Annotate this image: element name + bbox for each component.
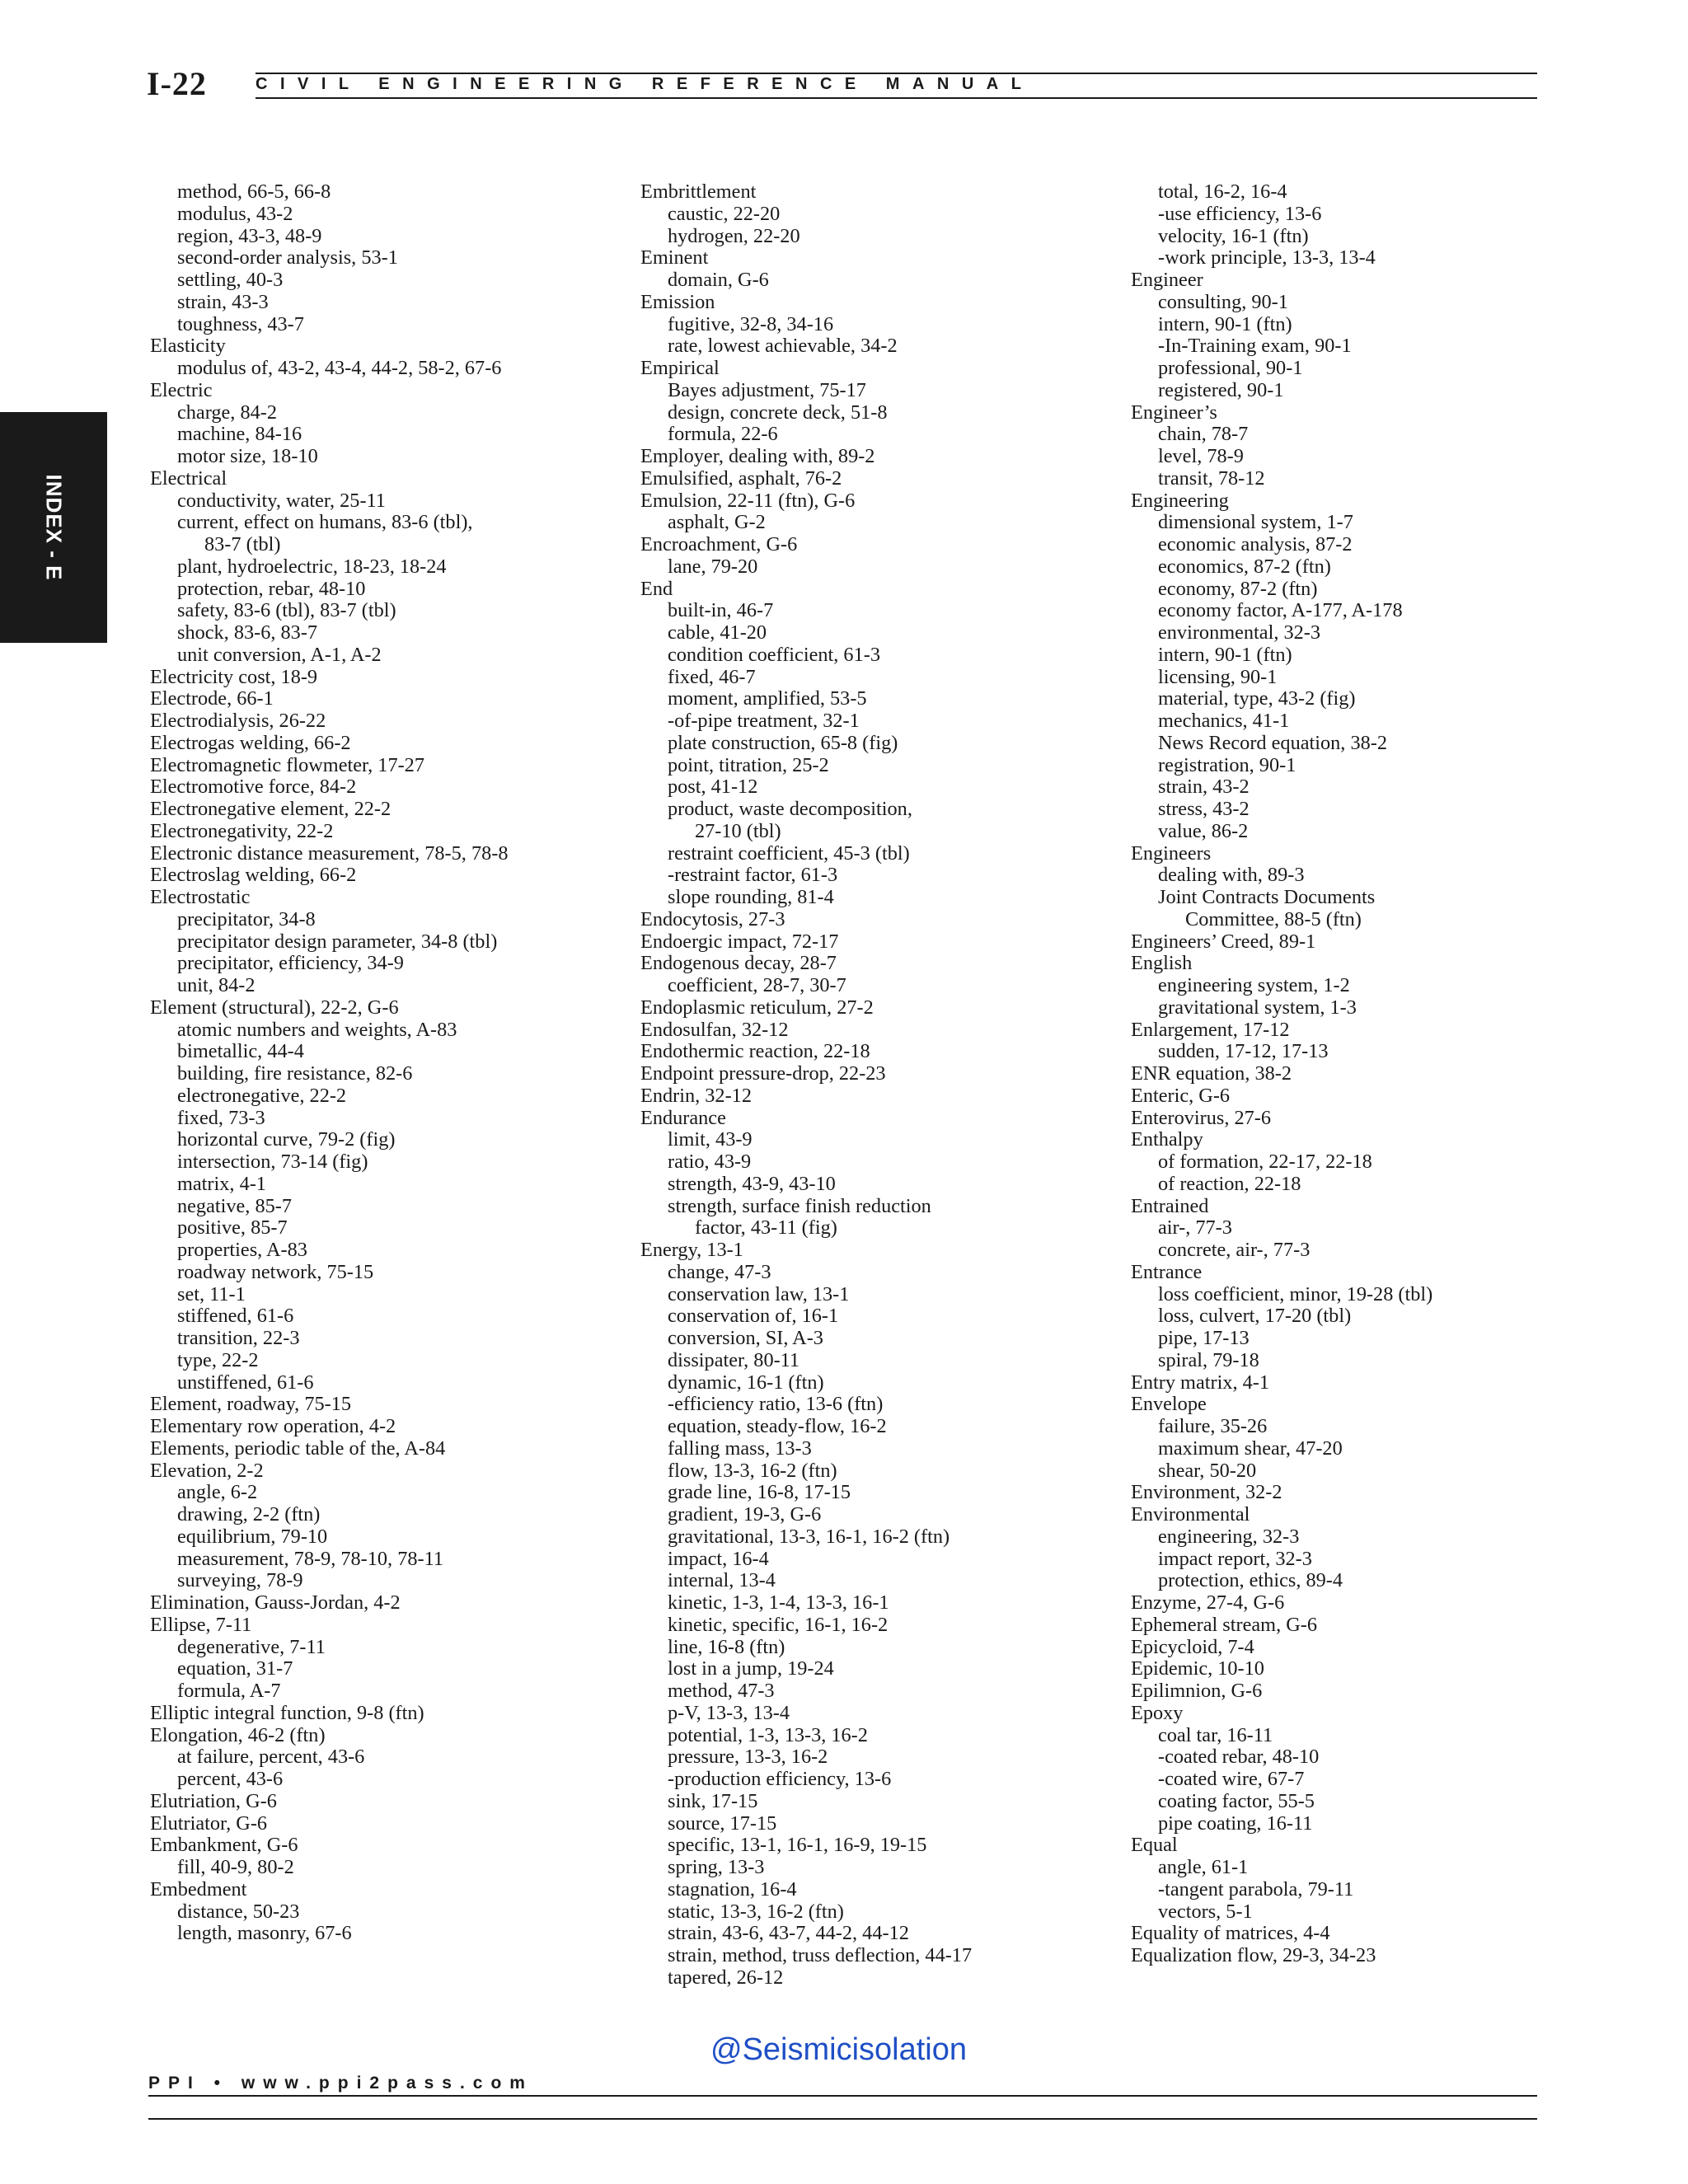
index-entry: Engineering: [1131, 489, 1229, 512]
index-subentry: stiffened, 61-6: [177, 1305, 294, 1328]
index-subentry: 83-7 (tbl): [204, 533, 281, 555]
index-subentry: sudden, 17-12, 17-13: [1158, 1040, 1329, 1063]
index-entry: Electronic distance measurement, 78-5, 78-8: [150, 841, 509, 865]
index-entry: Elasticity: [150, 335, 226, 358]
index-entry: Endoergic impact, 72-17: [640, 930, 839, 953]
index-subentry: unit conversion, A-1, A-2: [177, 643, 382, 666]
header-rule-top: [256, 73, 1537, 74]
index-subentry: level, 78-9: [1158, 445, 1244, 467]
index-subentry: Joint Contracts Documents: [1158, 886, 1376, 908]
index-entry: Electrogas welding, 66-2: [150, 731, 351, 754]
index-subentry: stress, 43-2: [1158, 798, 1250, 820]
index-subentry: type, 22-2: [177, 1348, 259, 1371]
index-subentry: ratio, 43-9: [668, 1151, 752, 1173]
index-entry: Engineers’ Creed, 89-1: [1131, 930, 1316, 953]
index-entry: Electromotive force, 84-2: [150, 776, 357, 799]
index-subentry: impact, 16-4: [668, 1547, 769, 1570]
index-subentry: stagnation, 16-4: [668, 1877, 797, 1900]
index-subentry: set, 11-1: [177, 1282, 246, 1305]
index-subentry: intern, 90-1 (ftn): [1158, 312, 1292, 335]
index-subentry: conservation of, 16-1: [668, 1305, 839, 1328]
index-entry: Epilimnion, G-6: [1131, 1680, 1263, 1702]
index-subentry: atomic numbers and weights, A-83: [177, 1018, 457, 1041]
index-subentry: post, 41-12: [668, 776, 758, 799]
index-subentry: plate construction, 65-8 (fig): [668, 731, 898, 754]
index-entry: Element, roadway, 75-15: [150, 1393, 352, 1416]
index-entry: Employer, dealing with, 89-2: [640, 445, 875, 467]
index-entry: Envelope: [1131, 1393, 1207, 1416]
index-subentry: coating factor, 55-5: [1158, 1789, 1315, 1812]
index-subentry: electronegative, 22-2: [177, 1084, 347, 1107]
index-subentry: positive, 85-7: [177, 1216, 288, 1240]
index-entry: Enterovirus, 27-6: [1131, 1106, 1272, 1129]
index-subentry: loss, culvert, 17-20 (tbl): [1158, 1305, 1352, 1328]
index-subentry: lost in a jump, 19-24: [668, 1657, 834, 1680]
index-entry: Elimination, Gauss-Jordan, 4-2: [150, 1591, 401, 1614]
index-subentry: -coated rebar, 48-10: [1158, 1746, 1320, 1769]
index-subentry: pressure, 13-3, 16-2: [668, 1746, 828, 1769]
index-entry: Electrostatic: [150, 886, 251, 908]
index-entry: Emission: [640, 290, 715, 313]
index-subentry: drawing, 2-2 (ftn): [177, 1503, 321, 1526]
index-subentry: product, waste decomposition,: [668, 798, 912, 820]
index-subentry: dealing with, 89-3: [1158, 864, 1305, 887]
index-subentry: modulus, 43-2: [177, 202, 293, 225]
index-subentry: motor size, 18-10: [177, 445, 318, 467]
index-subentry: rate, lowest achievable, 34-2: [668, 335, 898, 358]
index-entry: Embrittlement: [640, 180, 757, 203]
index-subentry: roadway network, 75-15: [177, 1260, 374, 1283]
index-subentry: settling, 40-3: [177, 269, 284, 291]
index-entry: Enzyme, 27-4, G-6: [1131, 1591, 1285, 1614]
index-subentry: building, fire resistance, 82-6: [177, 1062, 413, 1085]
index-subentry: -tangent parabola, 79-11: [1158, 1877, 1354, 1900]
index-subentry: negative, 85-7: [177, 1194, 292, 1217]
index-subentry: unit, 84-2: [177, 974, 256, 996]
index-entry: Eminent: [640, 246, 709, 269]
index-subentry: coefficient, 28-7, 30-7: [668, 974, 846, 996]
index-subentry: condition coefficient, 61-3: [668, 643, 880, 666]
index-entry: Environment, 32-2: [1131, 1481, 1282, 1504]
index-subentry: charge, 84-2: [177, 401, 277, 424]
index-subentry: limit, 43-9: [668, 1128, 753, 1151]
index-side-tab: [0, 412, 107, 643]
index-subentry: mechanics, 41-1: [1158, 710, 1290, 732]
index-entry: Engineers: [1131, 841, 1212, 865]
index-subentry: strain, 43-6, 43-7, 44-2, 44-12: [668, 1922, 909, 1945]
index-entry: Enlargement, 17-12: [1131, 1018, 1290, 1041]
index-entry: Equal: [1131, 1834, 1178, 1857]
index-entry: End: [640, 577, 673, 600]
index-entry: Empirical: [640, 357, 720, 379]
index-entry: Electrode, 66-1: [150, 687, 274, 710]
index-subentry: conversion, SI, A-3: [668, 1327, 823, 1349]
index-subentry: gradient, 19-3, G-6: [668, 1503, 822, 1526]
index-subentry: asphalt, G-2: [668, 511, 766, 534]
index-subentry: -efficiency ratio, 13-6 (ftn): [668, 1393, 884, 1416]
index-entry: Emulsion, 22-11 (ftn), G-6: [640, 489, 856, 512]
index-subentry: of reaction, 22-18: [1158, 1172, 1301, 1195]
running-title: CIVIL ENGINEERING REFERENCE MANUAL: [256, 75, 1034, 93]
index-entry: Encroachment, G-6: [640, 533, 798, 555]
footer-rule-top: [148, 2095, 1537, 2097]
index-subentry: fixed, 73-3: [177, 1106, 265, 1129]
index-subentry: pipe coating, 16-11: [1158, 1811, 1313, 1835]
index-column-3: [1131, 181, 1432, 1967]
index-subentry: transition, 22-3: [177, 1327, 300, 1349]
index-subentry: region, 43-3, 48-9: [177, 224, 322, 247]
index-subentry: of formation, 22-17, 22-18: [1158, 1151, 1372, 1173]
index-entry: Engineer: [1131, 269, 1203, 291]
index-subentry: precipitator design parameter, 34-8 (tbl): [177, 930, 498, 953]
index-subentry: internal, 13-4: [668, 1569, 776, 1592]
index-entry: Ephemeral stream, G-6: [1131, 1613, 1318, 1636]
index-entry: Embankment, G-6: [150, 1834, 298, 1857]
index-entry: Epicycloid, 7-4: [1131, 1635, 1254, 1658]
index-subentry: slope rounding, 81-4: [668, 886, 834, 908]
index-subentry: method, 47-3: [668, 1680, 775, 1702]
index-subentry: formula, A-7: [177, 1680, 281, 1702]
index-entry: Endurance: [640, 1106, 726, 1129]
index-subentry: -of-pipe treatment, 32-1: [668, 710, 860, 732]
index-subentry: -coated wire, 67-7: [1158, 1768, 1305, 1790]
index-subentry: degenerative, 7-11: [177, 1635, 326, 1658]
index-subentry: pipe, 17-13: [1158, 1327, 1250, 1349]
index-entry: Environmental: [1131, 1503, 1250, 1526]
index-subentry: grade line, 16-8, 17-15: [668, 1481, 851, 1504]
index-subentry: angle, 61-1: [1158, 1856, 1249, 1878]
index-entry: Epidemic, 10-10: [1131, 1657, 1264, 1680]
index-entry: Enthalpy: [1131, 1128, 1203, 1151]
index-subentry: fugitive, 32-8, 34-16: [668, 312, 834, 335]
index-column-1: [150, 181, 509, 1945]
index-entry: Enteric, G-6: [1131, 1084, 1231, 1107]
index-subentry: moment, amplified, 53-5: [668, 687, 867, 710]
index-entry: Elementary row operation, 4-2: [150, 1415, 396, 1437]
index-entry: Element (structural), 22-2, G-6: [150, 996, 399, 1019]
index-subentry: total, 16-2, 16-4: [1158, 180, 1287, 203]
index-subentry: machine, 84-16: [177, 423, 302, 446]
index-subentry: air-, 77-3: [1158, 1216, 1232, 1240]
index-subentry: horizontal curve, 79-2 (fig): [177, 1128, 396, 1151]
index-entry: Ellipse, 7-11: [150, 1613, 252, 1636]
index-subentry: length, masonry, 67-6: [177, 1922, 352, 1945]
index-subentry: measurement, 78-9, 78-10, 78-11: [177, 1547, 443, 1570]
index-subentry: design, concrete deck, 51-8: [668, 401, 888, 424]
index-subentry: economy factor, A-177, A-178: [1158, 599, 1403, 622]
index-entry: Endogenous decay, 28-7: [640, 952, 837, 975]
index-entry: Engineer’s: [1131, 401, 1217, 424]
index-subentry: line, 16-8 (ftn): [668, 1635, 785, 1658]
index-subentry: News Record equation, 38-2: [1158, 731, 1387, 754]
index-subentry: licensing, 90-1: [1158, 665, 1278, 688]
index-subentry: falling mass, 13-3: [668, 1436, 812, 1460]
index-subentry: distance, 50-23: [177, 1900, 300, 1923]
index-subentry: cable, 41-20: [668, 621, 767, 644]
index-subentry: unstiffened, 61-6: [177, 1371, 314, 1394]
index-subentry: consulting, 90-1: [1158, 290, 1288, 313]
index-subentry: formula, 22-6: [668, 423, 778, 446]
index-subentry: gravitational system, 1-3: [1158, 996, 1357, 1019]
index-subentry: engineering, 32-3: [1158, 1525, 1300, 1548]
index-entry: Endpoint pressure-drop, 22-23: [640, 1062, 886, 1085]
index-subentry: toughness, 43-7: [177, 312, 304, 335]
header-rule-bottom: [256, 97, 1537, 99]
index-subentry: safety, 83-6 (tbl), 83-7 (tbl): [177, 599, 396, 622]
index-subentry: matrix, 4-1: [177, 1172, 266, 1195]
index-entry: Endosulfan, 32-12: [640, 1018, 789, 1041]
index-entry: Energy, 13-1: [640, 1239, 743, 1261]
index-entry: Emulsified, asphalt, 76-2: [640, 466, 842, 490]
index-subentry: lane, 79-20: [668, 555, 758, 578]
index-entry: Embedment: [150, 1877, 247, 1900]
index-subentry: change, 47-3: [668, 1260, 771, 1283]
index-subentry: strength, surface finish reduction: [668, 1194, 931, 1217]
index-subentry: percent, 43-6: [177, 1768, 284, 1790]
index-entry: Endothermic reaction, 22-18: [640, 1040, 870, 1063]
index-subentry: spring, 13-3: [668, 1856, 765, 1878]
index-subentry: value, 86-2: [1158, 819, 1249, 842]
index-entry: Equalization flow, 29-3, 34-23: [1131, 1944, 1376, 1966]
index-entry: Electronegative element, 22-2: [150, 798, 392, 820]
index-entry: Elongation, 46-2 (ftn): [150, 1723, 326, 1746]
index-subentry: restraint coefficient, 45-3 (tbl): [668, 841, 910, 865]
index-subentry: velocity, 16-1 (ftn): [1158, 224, 1309, 247]
index-subentry: economy, 87-2 (ftn): [1158, 577, 1318, 600]
index-subentry: -production efficiency, 13-6: [668, 1768, 892, 1790]
index-subentry: surveying, 78-9: [177, 1569, 303, 1592]
index-subentry: sink, 17-15: [668, 1789, 758, 1812]
watermark-text: @Seismicisolation: [710, 2032, 968, 2067]
index-subentry: p-V, 13-3, 13-4: [668, 1701, 790, 1724]
index-subentry: dynamic, 16-1 (ftn): [668, 1371, 824, 1394]
index-subentry: coal tar, 16-11: [1158, 1723, 1273, 1746]
index-subentry: dimensional system, 1-7: [1158, 511, 1353, 534]
index-subentry: -work principle, 13-3, 13-4: [1158, 246, 1376, 269]
index-subentry: bimetallic, 44-4: [177, 1040, 304, 1063]
index-subentry: modulus of, 43-2, 43-4, 44-2, 58-2, 67-6: [177, 357, 502, 379]
index-subentry: plant, hydroelectric, 18-23, 18-24: [177, 555, 447, 578]
index-subentry: equilibrium, 79-10: [177, 1525, 328, 1548]
footer-rule-bottom: [148, 2118, 1537, 2120]
index-subentry: source, 17-15: [668, 1811, 777, 1835]
index-subentry: failure, 35-26: [1158, 1415, 1268, 1437]
index-entry: Electrodialysis, 26-22: [150, 710, 326, 732]
index-subentry: registration, 90-1: [1158, 753, 1296, 776]
index-entry: Elliptic integral function, 9-8 (ftn): [150, 1701, 424, 1724]
index-entry: Entry matrix, 4-1: [1131, 1371, 1270, 1394]
index-entry: Electric: [150, 378, 213, 401]
index-subentry: built-in, 46-7: [668, 599, 774, 622]
index-subentry: maximum shear, 47-20: [1158, 1436, 1343, 1460]
index-entry: Entrained: [1131, 1194, 1209, 1217]
index-subentry: Committee, 88-5 (ftn): [1185, 907, 1362, 930]
index-subentry: conservation law, 13-1: [668, 1282, 850, 1305]
index-subentry: second-order analysis, 53-1: [177, 246, 398, 269]
index-subentry: Bayes adjustment, 75-17: [668, 378, 866, 401]
index-subentry: method, 66-5, 66-8: [177, 180, 331, 203]
index-subentry: strain, method, truss deflection, 44-17: [668, 1944, 973, 1966]
index-subentry: strength, 43-9, 43-10: [668, 1172, 836, 1195]
index-entry: Elements, periodic table of the, A-84: [150, 1436, 446, 1460]
index-subentry: gravitational, 13-3, 16-1, 16-2 (ftn): [668, 1525, 950, 1548]
index-subentry: -restraint factor, 61-3: [668, 864, 838, 887]
index-subentry: conductivity, water, 25-11: [177, 489, 386, 512]
index-subentry: caustic, 22-20: [668, 202, 781, 225]
index-entry: Elutriator, G-6: [150, 1811, 268, 1835]
index-subentry: economic analysis, 87-2: [1158, 533, 1353, 555]
index-subentry: spiral, 79-18: [1158, 1348, 1259, 1371]
index-entry: Elutriation, G-6: [150, 1789, 277, 1812]
index-subentry: fill, 40-9, 80-2: [177, 1856, 294, 1878]
footer-text: PPI • www.ppi2pass.com: [148, 2074, 533, 2093]
index-subentry: environmental, 32-3: [1158, 621, 1321, 644]
index-subentry: point, titration, 25-2: [668, 753, 829, 776]
index-subentry: factor, 43-11 (fig): [695, 1216, 837, 1240]
index-subentry: kinetic, 1-3, 1-4, 13-3, 16-1: [668, 1591, 889, 1614]
side-tab-label: INDEX - E: [41, 474, 67, 581]
index-subentry: material, type, 43-2 (fig): [1158, 687, 1356, 710]
index-subentry: intersection, 73-14 (fig): [177, 1151, 368, 1173]
index-entry: Electricity cost, 18-9: [150, 665, 318, 688]
index-subentry: loss coefficient, minor, 19-28 (tbl): [1158, 1282, 1433, 1305]
index-subentry: -use efficiency, 13-6: [1158, 202, 1322, 225]
index-subentry: strain, 43-3: [177, 290, 269, 313]
index-subentry: strain, 43-2: [1158, 776, 1250, 799]
index-entry: Endocytosis, 27-3: [640, 907, 785, 930]
index-subentry: hydrogen, 22-20: [668, 224, 800, 247]
index-entry: Electronegativity, 22-2: [150, 819, 334, 842]
index-subentry: properties, A-83: [177, 1239, 307, 1261]
index-subentry: equation, steady-flow, 16-2: [668, 1415, 887, 1437]
index-subentry: domain, G-6: [668, 269, 769, 291]
index-subentry: -In-Training exam, 90-1: [1158, 335, 1352, 358]
index-subentry: registered, 90-1: [1158, 378, 1284, 401]
index-subentry: 27-10 (tbl): [695, 819, 781, 842]
index-column-2: [640, 181, 972, 1990]
index-entry: Endoplasmic reticulum, 27-2: [640, 996, 874, 1019]
page-number: I-22: [147, 65, 207, 102]
index-subentry: impact report, 32-3: [1158, 1547, 1312, 1570]
index-subentry: flow, 13-3, 16-2 (ftn): [668, 1459, 837, 1482]
index-subentry: vectors, 5-1: [1158, 1900, 1253, 1923]
index-subentry: tapered, 26-12: [668, 1966, 784, 1989]
index-subentry: shock, 83-6, 83-7: [177, 621, 318, 644]
index-subentry: chain, 78-7: [1158, 423, 1249, 446]
index-subentry: equation, 31-7: [177, 1657, 293, 1680]
index-entry: Electroslag welding, 66-2: [150, 864, 357, 887]
index-subentry: shear, 50-20: [1158, 1459, 1257, 1482]
index-subentry: transit, 78-12: [1158, 466, 1265, 490]
index-subentry: protection, rebar, 48-10: [177, 577, 366, 600]
index-subentry: specific, 13-1, 16-1, 16-9, 19-15: [668, 1834, 927, 1857]
index-entry: Equality of matrices, 4-4: [1131, 1922, 1330, 1945]
index-subentry: concrete, air-, 77-3: [1158, 1239, 1311, 1261]
index-subentry: precipitator, 34-8: [177, 907, 316, 930]
index-subentry: precipitator, efficiency, 34-9: [177, 952, 404, 975]
index-subentry: at failure, percent, 43-6: [177, 1746, 365, 1769]
index-subentry: current, effect on humans, 83-6 (tbl),: [177, 511, 473, 534]
index-subentry: static, 13-3, 16-2 (ftn): [668, 1900, 844, 1923]
index-subentry: professional, 90-1: [1158, 357, 1303, 379]
index-entry: Endrin, 32-12: [640, 1084, 752, 1107]
index-subentry: potential, 1-3, 13-3, 16-2: [668, 1723, 868, 1746]
index-subentry: protection, ethics, 89-4: [1158, 1569, 1343, 1592]
index-subentry: engineering system, 1-2: [1158, 974, 1350, 996]
index-subentry: fixed, 46-7: [668, 665, 756, 688]
index-entry: English: [1131, 952, 1193, 975]
index-subentry: kinetic, specific, 16-1, 16-2: [668, 1613, 889, 1636]
index-subentry: dissipater, 80-11: [668, 1348, 800, 1371]
index-entry: Elevation, 2-2: [150, 1459, 264, 1482]
index-subentry: angle, 6-2: [177, 1481, 258, 1504]
index-subentry: intern, 90-1 (ftn): [1158, 643, 1292, 666]
index-entry: Electrical: [150, 466, 227, 490]
index-entry: Entrance: [1131, 1260, 1203, 1283]
index-entry: Electromagnetic flowmeter, 17-27: [150, 753, 424, 776]
index-entry: Epoxy: [1131, 1701, 1184, 1724]
index-entry: ENR equation, 38-2: [1131, 1062, 1292, 1085]
index-subentry: economics, 87-2 (ftn): [1158, 555, 1331, 578]
